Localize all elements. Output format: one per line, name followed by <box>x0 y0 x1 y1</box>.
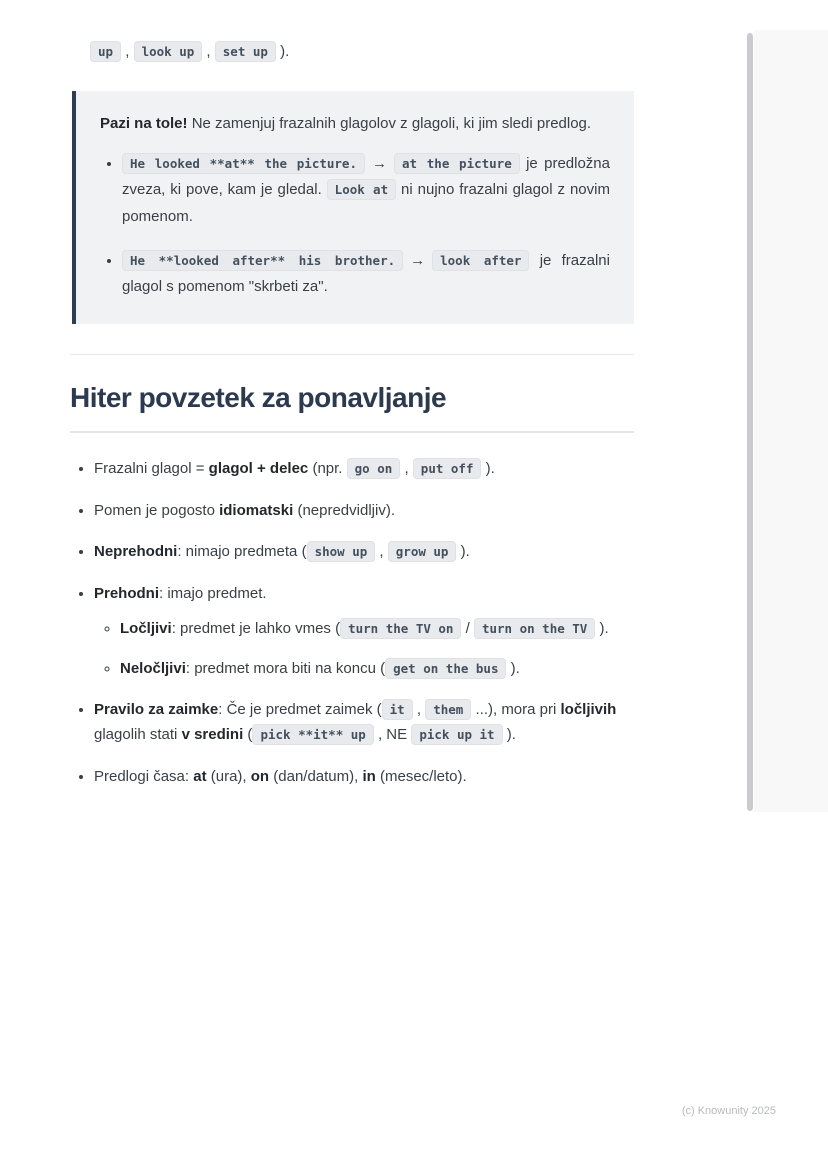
text-run: glagolih stati <box>94 726 182 744</box>
text-run: : Če je predmet zaimek ( <box>218 701 382 719</box>
list-item <box>122 248 610 301</box>
code-chip: show up <box>307 541 376 562</box>
list-item <box>122 151 610 230</box>
scrollbar[interactable] <box>747 33 753 811</box>
code-chip: He looked **at** the picture. <box>122 153 365 174</box>
arrow-right-icon: → <box>410 251 426 269</box>
code-chip: them <box>425 699 471 720</box>
text-run: ( <box>243 726 253 744</box>
text-run: ). <box>275 43 290 60</box>
bold-text: Pravilo za zaimke <box>94 701 219 719</box>
code-chip: go on <box>347 458 401 479</box>
code-chip: He **looked after** his brother. <box>122 250 403 271</box>
text-run: , <box>412 701 426 719</box>
text-run: , <box>121 43 134 60</box>
sub-list <box>94 617 634 682</box>
text-run: ni nujno frazalni glagol z novim pomenom. <box>122 181 610 225</box>
text-run: Pomen je pogosto <box>94 501 220 519</box>
list-item <box>94 582 634 681</box>
bold-text: Ločljivi <box>120 619 172 637</box>
section-divider <box>70 354 634 355</box>
text-run: , NE <box>373 726 412 744</box>
code-chip: look up <box>134 41 203 62</box>
text-run: (npr. <box>308 459 347 477</box>
section-heading: Hiter povzetek za ponavljanje <box>70 381 634 433</box>
bold-text: ločljivih <box>560 701 617 719</box>
list-item <box>94 499 634 524</box>
intro-line <box>90 40 634 65</box>
code-chip: pick up it <box>411 724 502 745</box>
text-run: ). <box>481 459 495 477</box>
text-run: (dan/datum), <box>269 767 363 785</box>
text-run: : predmet je lahko vmes ( <box>171 619 341 637</box>
text-run: (nepredvidljiv). <box>293 501 395 519</box>
code-chip: turn the TV on <box>340 618 461 639</box>
text-run: Ne zamenjuj frazalnih glagolov z glagoli, ki jim sledi predlog. <box>187 114 592 132</box>
text-run: (mesec/leto). <box>375 767 467 785</box>
callout-title <box>100 111 610 137</box>
text-run: je frazalni glagol s pomenom "skrbeti za". <box>122 251 610 295</box>
bold-text: on <box>250 767 270 785</box>
text-run: ). <box>506 659 520 677</box>
list-item <box>94 457 634 482</box>
code-chip: get on the bus <box>385 658 506 679</box>
text-run: ). <box>456 543 470 561</box>
text-run: ). <box>595 619 609 637</box>
summary-list <box>70 457 634 790</box>
code-chip: set up <box>215 41 276 62</box>
list-item <box>94 765 634 790</box>
bold-text: at <box>193 767 207 785</box>
bold-text: glagol + delec <box>208 459 309 477</box>
arrow-right-icon: → <box>372 155 387 172</box>
bold-text: Neprehodni <box>94 543 178 561</box>
text-run: Frazalni glagol = <box>94 459 209 477</box>
list-item <box>94 698 634 748</box>
list-item <box>94 540 634 565</box>
code-chip: turn on the TV <box>474 618 595 639</box>
page-content <box>70 40 634 807</box>
text-run: (ura), <box>206 767 251 785</box>
bold-text: idiomatski <box>219 501 294 519</box>
code-chip: up <box>90 41 121 62</box>
text-run: : predmet mora biti na koncu ( <box>185 659 386 677</box>
code-chip: look after <box>432 250 529 271</box>
text-run: / <box>461 619 474 637</box>
text-run: je predložna zveza, ki pove, kam je gledal. <box>122 155 610 199</box>
callout-list <box>100 151 610 300</box>
code-chip: Look at <box>327 179 396 200</box>
footer-credit: (c) Knowunity 2025 <box>681 1105 776 1117</box>
text-run: , <box>400 459 413 477</box>
text-run: , <box>375 543 388 561</box>
list-item <box>120 617 634 642</box>
code-chip: pick **it** up <box>252 724 373 745</box>
bold-text: Prehodni <box>94 585 160 603</box>
bold-text: in <box>362 767 376 785</box>
code-chip: at the picture <box>394 153 520 174</box>
list-item <box>120 657 634 682</box>
bold-text: Neločljivi <box>120 659 186 677</box>
list-item-text <box>94 585 267 602</box>
text-run: ). <box>502 726 516 744</box>
text-run: , <box>202 43 215 60</box>
code-chip: grow up <box>388 541 457 562</box>
text-run: : imajo predmet. <box>159 585 267 603</box>
bold-text: v sredini <box>181 726 244 744</box>
text-run: ...), mora pri <box>471 701 561 719</box>
code-chip: put off <box>413 458 482 479</box>
callout-box <box>72 91 634 325</box>
text-run: Predlogi časa: <box>94 767 194 785</box>
text-run: : nimajo predmeta ( <box>177 543 307 561</box>
bold-text: Pazi na tole! <box>100 114 188 132</box>
page-right-gutter <box>754 30 828 812</box>
code-chip: it <box>382 699 413 720</box>
